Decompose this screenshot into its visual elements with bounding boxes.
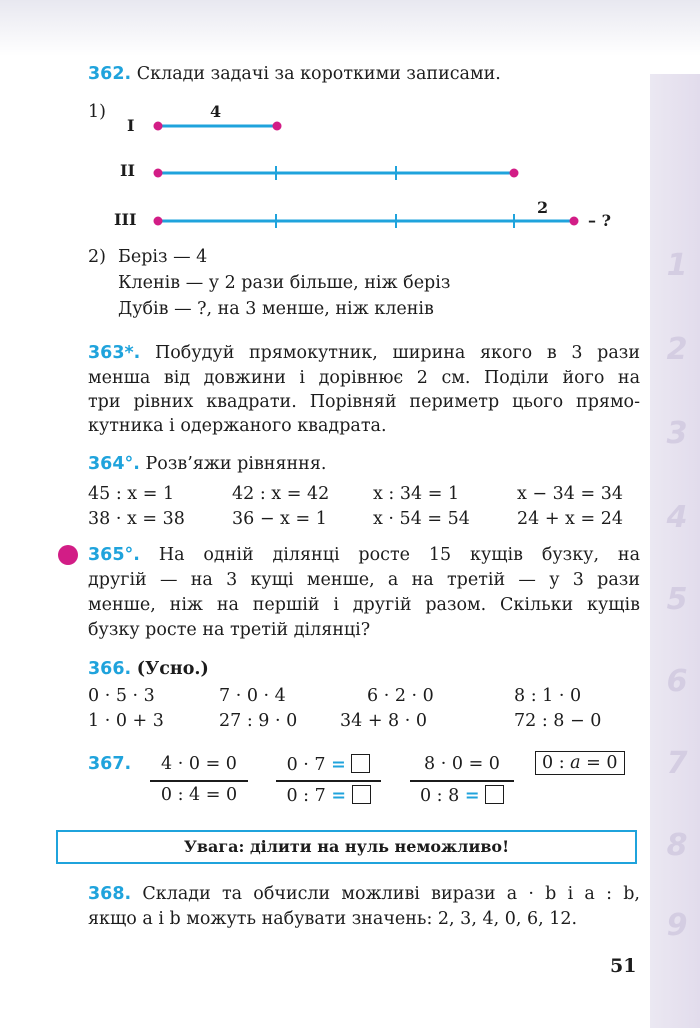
expression: 1 · 0 + 3 (88, 711, 164, 731)
fraction-1-top: 4 · 0 = 0 (161, 754, 237, 774)
row-label-3: III (114, 210, 137, 229)
task-364-heading (88, 454, 326, 474)
task-365-line-4: бузку росте на третій ділянці? (88, 620, 371, 640)
fraction-2-bottom: 0 : 7 = (276, 785, 381, 806)
expression: 7 · 0 · 4 (219, 686, 286, 706)
task-365-line-3: менше, ніж на першій і другій разом. Скільки кущів (88, 595, 640, 615)
segment-endpoint (273, 122, 282, 131)
task-number: 363*. (88, 343, 141, 363)
equation: x − 34 = 34 (517, 484, 623, 504)
equation: 38 · x = 38 (88, 509, 185, 529)
equation: 42 : x = 42 (232, 484, 330, 504)
expression: 27 : 9 · 0 (219, 711, 298, 731)
chapter-tab-1[interactable]: 1 (666, 248, 688, 283)
chapter-tab-6[interactable]: 6 (666, 664, 688, 699)
part-2-line: Дубів — ?, на 3 менше, ніж кленів (118, 299, 434, 319)
part-2-line: Беріз — 4 (118, 247, 208, 267)
expression: 6 · 2 · 0 (367, 686, 434, 706)
segment-endpoint (510, 169, 519, 178)
part-2-label: 2) (88, 247, 106, 267)
task-text: Склади задачі за короткими записами. (136, 64, 501, 84)
task-number: 364°. (88, 454, 140, 474)
segment-3-question: – ? (588, 211, 611, 230)
equation: x : 34 = 1 (373, 484, 460, 504)
general-rule-box: 0 : a = 0 (535, 751, 625, 775)
expression: 72 : 8 − 0 (514, 711, 602, 731)
task-number: 362. (88, 64, 132, 84)
fraction-line (410, 780, 514, 782)
row-label-2: II (120, 161, 135, 180)
segment-diagram (0, 0, 700, 250)
segment-3-value: 2 (537, 198, 549, 217)
fraction-3-bottom: 0 : 8 = (410, 785, 514, 806)
row-label-1: I (127, 116, 135, 135)
part-1-label: 1) (88, 102, 106, 122)
chapter-tab-8[interactable]: 8 (666, 828, 688, 863)
expression: 0 · 5 · 3 (88, 686, 155, 706)
chapter-tab-5[interactable]: 5 (666, 582, 688, 617)
equation: 36 − x = 1 (232, 509, 327, 529)
chapter-tab-3[interactable]: 3 (666, 416, 688, 451)
task-366-heading (88, 659, 209, 679)
task-number: 368. (88, 884, 132, 904)
chapter-tab-9[interactable]: 9 (666, 908, 688, 943)
difficulty-marker (58, 545, 78, 565)
task-368-line-2: якщо a і b можуть набувати значень: 2, 3, 4, 0, 6, 12. (88, 909, 578, 929)
fraction-1-bottom: 0 : 4 = 0 (160, 785, 238, 805)
equation: 45 : x = 1 (88, 484, 175, 504)
expression: 34 + 8 · 0 (340, 711, 428, 731)
task-363-line-4: кутника і одержаного квадрата. (88, 416, 387, 436)
part-2-line: Кленів — у 2 рази більше, ніж беріз (118, 273, 451, 293)
task-368-line-1: 368. Склади та обчисли можливі вирази a · b і a : b, (88, 884, 640, 904)
expression: 8 : 1 · 0 (514, 686, 582, 706)
fraction-3-top: 8 · 0 = 0 (424, 754, 500, 774)
task-number: 365°. (88, 545, 140, 565)
task-text: (Усно.) (136, 659, 209, 679)
task-363-line-1: 363*. Побудуй прямокутник, ширина якого в 3 рази (88, 343, 640, 363)
chapter-tab-4[interactable]: 4 (666, 500, 688, 535)
segment-endpoint (154, 169, 163, 178)
segment-endpoint (570, 217, 579, 226)
equation: x · 54 = 54 (373, 509, 470, 529)
task-number: 366. (88, 659, 132, 679)
task-367-number: 367. (88, 754, 132, 774)
answer-box[interactable] (351, 754, 370, 773)
task-365-line-1: 365°. На одній ділянці росте 15 кущів бузку, на (88, 545, 640, 565)
segment-1-value: 4 (210, 102, 222, 121)
answer-box[interactable] (352, 785, 371, 804)
segment-endpoint (154, 122, 163, 131)
fraction-2-top: 0 · 7 = (276, 754, 381, 775)
warning-box: Увага: ділити на нуль неможливо! (56, 830, 637, 864)
fraction-line (150, 780, 248, 782)
task-363-line-3: три рівних квадрати. Порівняй периметр цього прямо- (88, 392, 640, 412)
chapter-tab-7[interactable]: 7 (666, 746, 688, 781)
task-text: Розв’яжи рівняння. (145, 454, 327, 474)
equation: 24 + x = 24 (517, 509, 623, 529)
fraction-line (276, 780, 381, 782)
page-number: 51 (610, 955, 637, 977)
task-363-line-2: менша від довжини і дорівнює 2 см. Поділи його на (88, 368, 640, 388)
segment-endpoint (154, 217, 163, 226)
chapter-tab-2[interactable]: 2 (666, 332, 688, 367)
answer-box[interactable] (485, 785, 504, 804)
task-365-line-2: другій — на 3 кущі менше, а на третій — у 3 рази (88, 570, 640, 590)
